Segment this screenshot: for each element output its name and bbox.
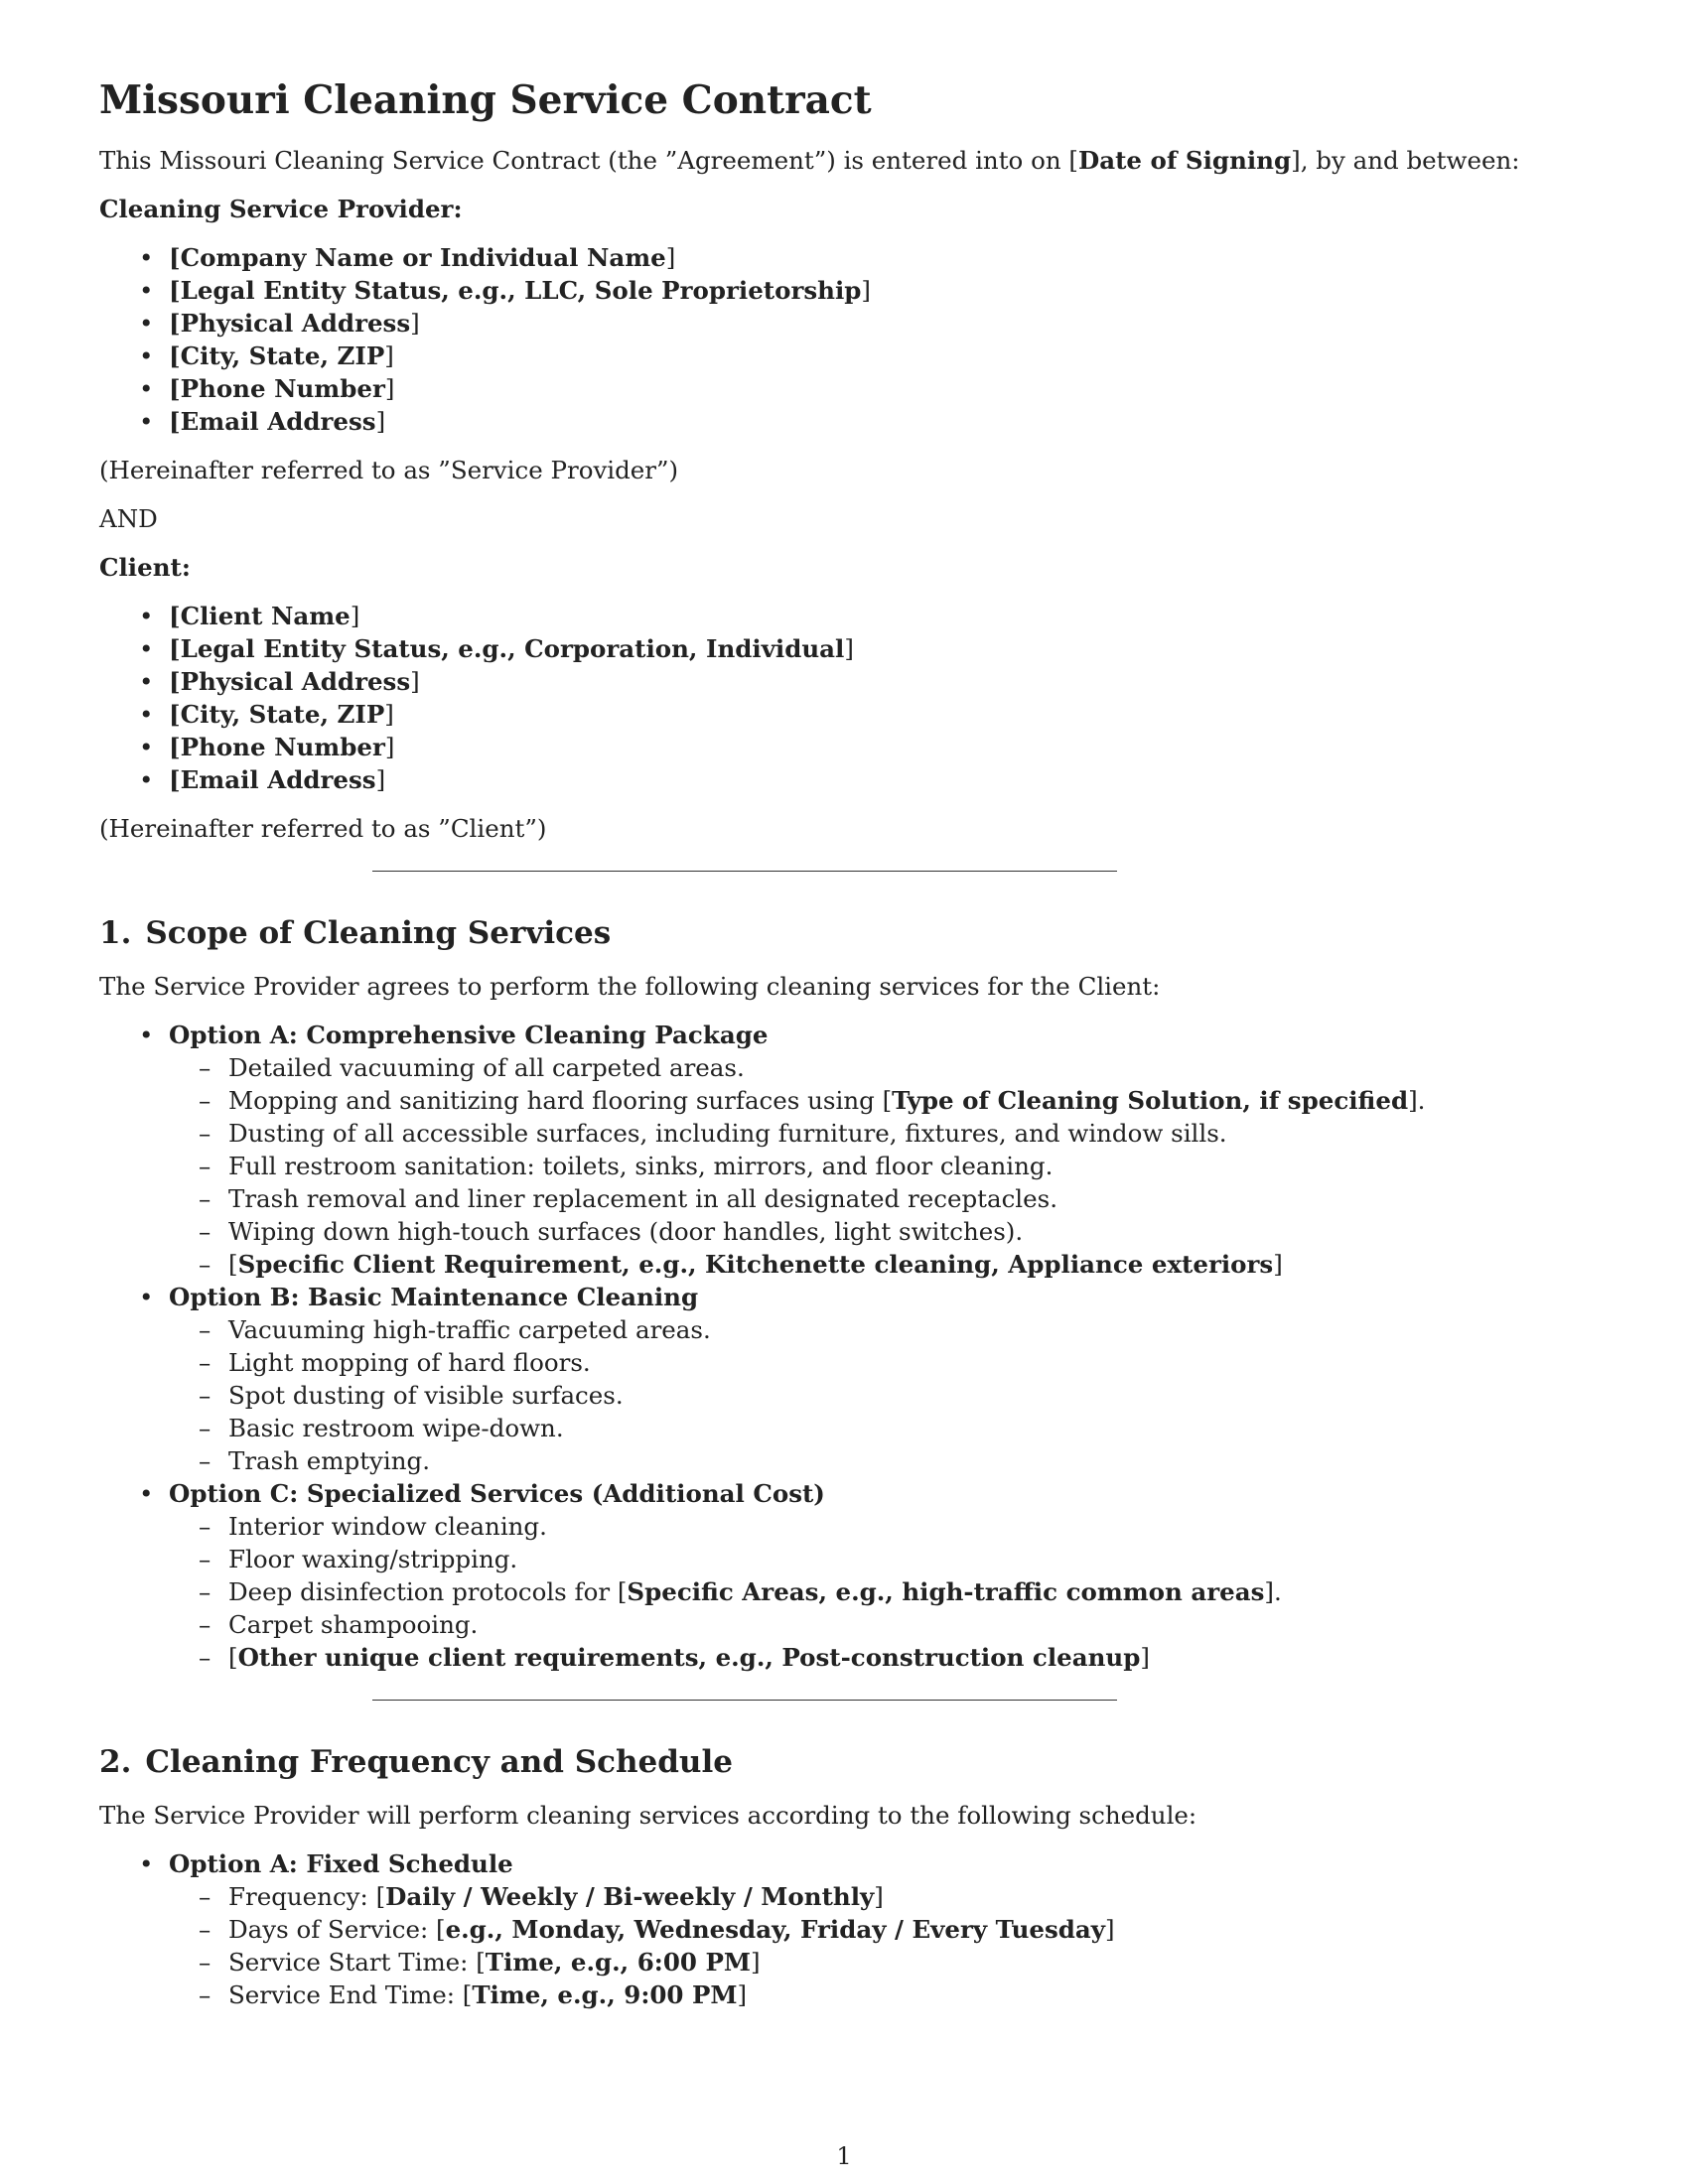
list-item: • [Physical Address] <box>169 665 1589 698</box>
provider-note: (Hereinafter referred to as ”Service Provider”) <box>99 455 679 484</box>
horizontal-divider <box>372 871 1117 872</box>
list-item: • [Phone Number] <box>169 372 1589 405</box>
client-note: (Hereinafter referred to as ”Client”) <box>99 813 547 843</box>
client-details-list <box>99 600 1589 796</box>
list-item: • [Email Address] <box>169 763 1589 796</box>
list-item: – Mopping and sanitizing hard flooring surfaces using [Type of Cleaning Solution, if specified]. <box>228 1084 1589 1117</box>
list-item: • [Physical Address] <box>169 307 1589 340</box>
list-item: – [Specific Client Requirement, e.g., Kitchenette cleaning, Appliance exteriors] <box>228 1248 1589 1281</box>
list-item: – [Other unique client requirements, e.g., Post-construction cleanup] <box>228 1641 1589 1674</box>
option-a-sublist <box>169 1051 1589 1281</box>
provider-label: Cleaning Service Provider: <box>99 194 463 223</box>
section-2-intro: The Service Provider will perform cleaning services according to the following schedule: <box>99 1801 1197 1831</box>
list-item: – Interior window cleaning. <box>228 1510 1589 1543</box>
document-page <box>99 77 1589 2027</box>
list-item: – Basic restroom wipe-down. <box>228 1412 1589 1444</box>
list-item: • [Client Name] <box>169 600 1589 632</box>
list-item: • [Legal Entity Status, e.g., Corporation, Individual] <box>169 632 1589 665</box>
schedule-options-list <box>99 1847 1589 2011</box>
list-item: • [Company Name or Individual Name] <box>169 241 1589 274</box>
list-item: – Trash emptying. <box>228 1444 1589 1477</box>
list-item: – Floor waxing/stripping. <box>228 1543 1589 1575</box>
list-item: – Frequency: [Daily / Weekly / Bi-weekly / Monthly] <box>228 1880 1589 1913</box>
and-separator: AND <box>99 503 158 533</box>
schedule-option-a-sublist <box>169 1880 1589 2011</box>
page-number: 1 <box>836 2142 852 2170</box>
list-item: • [Phone Number] <box>169 731 1589 763</box>
list-item: – Carpet shampooing. <box>228 1608 1589 1641</box>
list-item: • [Legal Entity Status, e.g., LLC, Sole Proprietorship] <box>169 274 1589 307</box>
option-a-item: • Option A: Comprehensive Cleaning Package – Detailed vacuuming of all carpeted areas. – Mopping and sanitizing hard flooring surfaces using [Type of Cleaning Solution, if specified]. – Dusting of all accessible surfaces, including furniture, fixtures, and window sills. – Full restroom sanitation: toilets, sinks, mirrors, and floor cleaning. – Trash removal and liner replacement in all designated receptacles. – Wiping down high-touch surfaces (door handles, light switches). – [Specific Client Requirement, e.g., Kitchenette cleaning, Appliance exteriors] <box>169 1019 1589 1281</box>
list-item: – Service Start Time: [Time, e.g., 6:00 PM] <box>228 1946 1589 1979</box>
date-placeholder: Date of Signing <box>1077 145 1292 175</box>
list-item: – Wiping down high-touch surfaces (door handles, light switches). <box>228 1215 1589 1248</box>
intro-text-after: ], by and between: <box>1291 145 1520 175</box>
horizontal-divider <box>372 1700 1117 1701</box>
page-title: Missouri Cleaning Service Contract <box>99 77 872 123</box>
list-item: – Dusting of all accessible surfaces, including furniture, fixtures, and window sills. <box>228 1117 1589 1150</box>
list-item: – Vacuuming high-traffic carpeted areas. <box>228 1313 1589 1346</box>
list-item: • [City, State, ZIP] <box>169 340 1589 372</box>
scope-options-list <box>99 1019 1589 1674</box>
list-item: – Deep disinfection protocols for [Specific Areas, e.g., high-traffic common areas]. <box>228 1575 1589 1608</box>
section-2-heading: 2. Cleaning Frequency and Schedule <box>99 1743 733 1780</box>
provider-details-list <box>99 241 1589 438</box>
option-b-sublist <box>169 1313 1589 1477</box>
option-a-item: • Option A: Fixed Schedule – Frequency: [Daily / Weekly / Bi-weekly / Monthly] – Days of Service: [e.g., Monday, Wednesday, Friday / Every Tuesday] – Service Start Time: [Time, e.g., 6:00 PM] – Service End Time: [Time, e.g., 9:00 PM] <box>169 1847 1589 2011</box>
intro-paragraph <box>99 144 1589 177</box>
list-item: • [Email Address] <box>169 405 1589 438</box>
section-1-heading: 1. Scope of Cleaning Services <box>99 914 612 951</box>
list-item: – Days of Service: [e.g., Monday, Wednesday, Friday / Every Tuesday] <box>228 1913 1589 1946</box>
option-b-item: • Option B: Basic Maintenance Cleaning – Vacuuming high-traffic carpeted areas. – Light mopping of hard floors. – Spot dusting of visible surfaces. – Basic restroom wipe-down. – Trash emptying. <box>169 1281 1589 1477</box>
list-item: – Trash removal and liner replacement in all designated receptacles. <box>228 1182 1589 1215</box>
list-item: • [City, State, ZIP] <box>169 698 1589 731</box>
list-item: – Detailed vacuuming of all carpeted areas. <box>228 1051 1589 1084</box>
option-c-item: • Option C: Specialized Services (Additional Cost) – Interior window cleaning. – Floor waxing/stripping. – Deep disinfection protocols for [Specific Areas, e.g., high-traffic common areas]. – Carpet shampooing. – [Other unique client requirements, e.g., Post-construction cleanup] <box>169 1477 1589 1674</box>
intro-text-before: This Missouri Cleaning Service Contract (the ”Agreement”) is entered into on [ <box>99 145 1078 175</box>
option-c-sublist <box>169 1510 1589 1674</box>
section-1-intro: The Service Provider agrees to perform the following cleaning services for the Client: <box>99 971 1161 1001</box>
client-label: Client: <box>99 552 191 582</box>
list-item: – Spot dusting of visible surfaces. <box>228 1379 1589 1412</box>
list-item: – Full restroom sanitation: toilets, sinks, mirrors, and floor cleaning. <box>228 1150 1589 1182</box>
list-item: – Service End Time: [Time, e.g., 9:00 PM] <box>228 1979 1589 2011</box>
list-item: – Light mopping of hard floors. <box>228 1346 1589 1379</box>
